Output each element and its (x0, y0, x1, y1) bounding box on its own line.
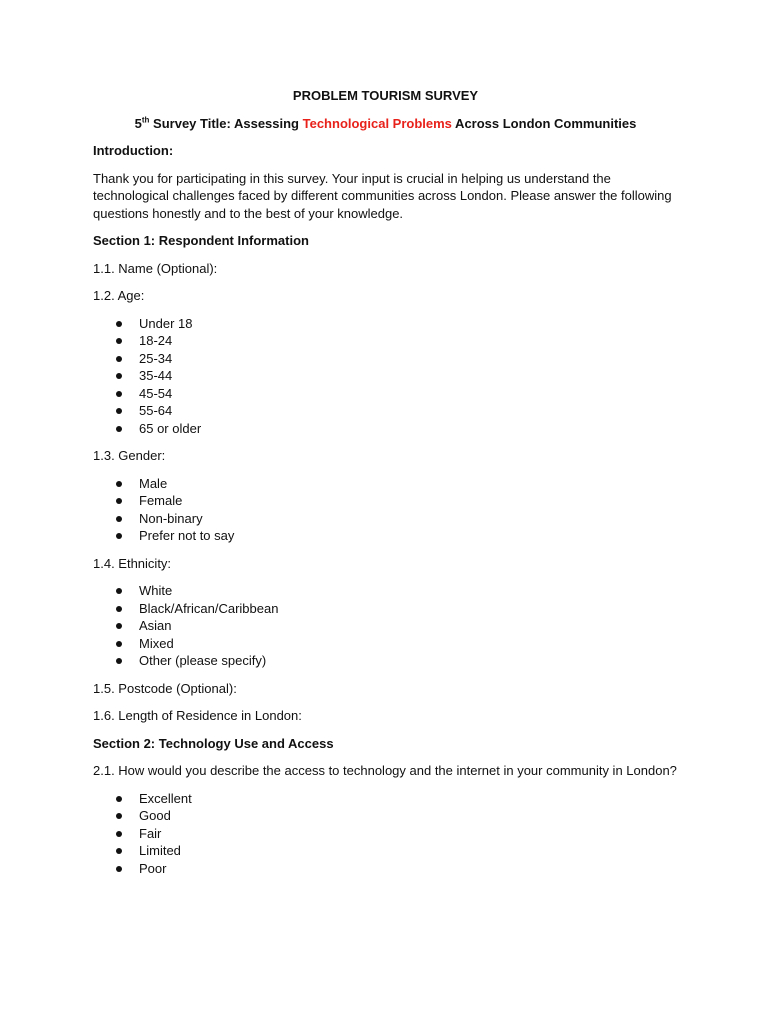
access-option: Limited (93, 842, 678, 860)
ethnicity-options-list (93, 582, 678, 670)
question-ethnicity: 1.4. Ethnicity: (93, 555, 172, 571)
age-option: 25-34 (93, 350, 678, 368)
access-option: Good (93, 807, 678, 825)
document-body (93, 87, 678, 877)
age-option: Under 18 (93, 315, 678, 333)
access-options-list (93, 790, 678, 878)
document-title: PROBLEM TOURISM SURVEY (292, 88, 479, 103)
ethnicity-option: Mixed (93, 635, 678, 653)
access-option: Fair (93, 825, 678, 843)
section1-heading: Section 1: Respondent Information (93, 233, 309, 248)
question-postcode: 1.5. Postcode (Optional): (93, 680, 237, 696)
question-name: 1.1. Name (Optional): (93, 260, 218, 276)
age-options-list (93, 315, 678, 438)
gender-option: Prefer not to say (93, 527, 678, 545)
question-gender: 1.3. Gender: (93, 448, 166, 463)
ethnicity-option: Black/African/Caribbean (93, 600, 678, 618)
question-technology-access: 2.1. How would you describe the access to technology and the internet in your community in London? (93, 763, 677, 778)
subtitle-number: 5 (134, 115, 142, 131)
question-residence: 1.6. Length of Residence in London: (93, 708, 302, 723)
survey-subtitle (93, 115, 678, 133)
ethnicity-option: Asian (93, 617, 678, 635)
introduction-text: Thank you for participating in this survey. Your input is crucial in helping us understand the technological challenges faced by different communities across London. Please answer the following questions honestly and to the best of your knowledge. (93, 170, 672, 221)
age-option: 55-64 (93, 402, 678, 420)
access-option: Excellent (93, 790, 678, 808)
age-option: 45-54 (93, 385, 678, 403)
subtitle-highlight: Technological Problems (302, 115, 452, 131)
introduction-heading: Introduction: (93, 143, 174, 158)
ethnicity-option: Other (please specify) (93, 652, 678, 670)
ethnicity-option: White (93, 582, 678, 600)
subtitle-pre: Survey Title: Assessing (149, 115, 303, 131)
age-option: 65 or older (93, 420, 678, 438)
section2-heading: Section 2: Technology Use and Access (93, 735, 334, 751)
question-age: 1.2. Age: (93, 288, 145, 303)
access-option: Poor (93, 860, 678, 878)
gender-option: Male (93, 475, 678, 493)
gender-options-list (93, 475, 678, 545)
gender-option: Female (93, 492, 678, 510)
subtitle-superscript: th (141, 115, 150, 125)
age-option: 18-24 (93, 332, 678, 350)
age-option: 35-44 (93, 367, 678, 385)
subtitle-post: Across London Communities (451, 115, 637, 131)
gender-option: Non-binary (93, 510, 678, 528)
